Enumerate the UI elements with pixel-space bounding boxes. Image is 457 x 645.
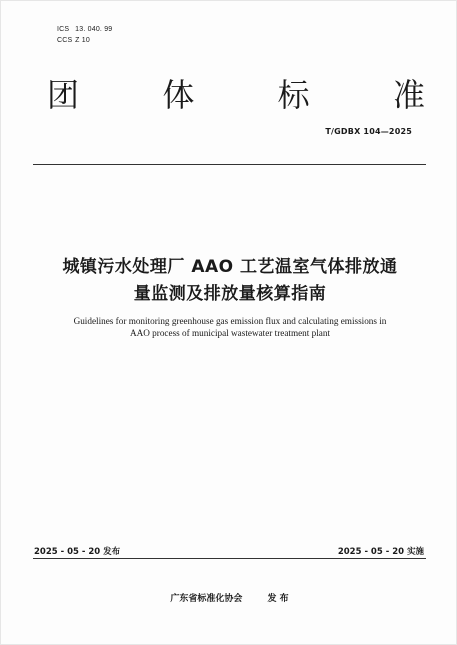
heading-char-3: 标 [277, 76, 310, 114]
english-title-line-1: Guidelines for monitoring greenhouse gas emission flux and calculating emissions in [73, 316, 387, 326]
standard-number: T/GDBX 104—2025 [325, 127, 412, 136]
ccs-label: CCS [57, 37, 73, 44]
group-standard-heading [47, 75, 425, 115]
chinese-title-line-1: 城镇污水处理厂 AAO 工艺温室气体排放通 [62, 257, 398, 277]
ccs-code-line [57, 35, 112, 46]
ics-code-line [57, 24, 112, 35]
ics-value: 13. 040. 99 [75, 26, 113, 33]
publish-date: 2025 - 05 - 20 发布 [34, 547, 121, 557]
top-divider [33, 164, 426, 165]
bottom-divider [33, 558, 426, 559]
publisher-org: 广东省标准化协会 [170, 594, 243, 604]
publisher-action: 发 布 [267, 594, 289, 604]
implement-date: 2025 - 05 - 20 实施 [337, 547, 424, 557]
heading-char-4: 准 [392, 76, 425, 114]
english-title-line-2: AAO process of municipal wastewater treatment plant [129, 328, 331, 338]
english-title [35, 315, 425, 339]
chinese-title-line-2: 量监测及排放量核算指南 [133, 284, 327, 304]
heading-char-1: 团 [47, 76, 80, 114]
classification-codes [57, 24, 112, 46]
heading-char-2: 体 [162, 76, 195, 114]
publisher-line [1, 591, 457, 604]
ics-label: ICS [57, 26, 70, 33]
chinese-title [41, 254, 419, 308]
ccs-value: Z 10 [75, 37, 90, 44]
